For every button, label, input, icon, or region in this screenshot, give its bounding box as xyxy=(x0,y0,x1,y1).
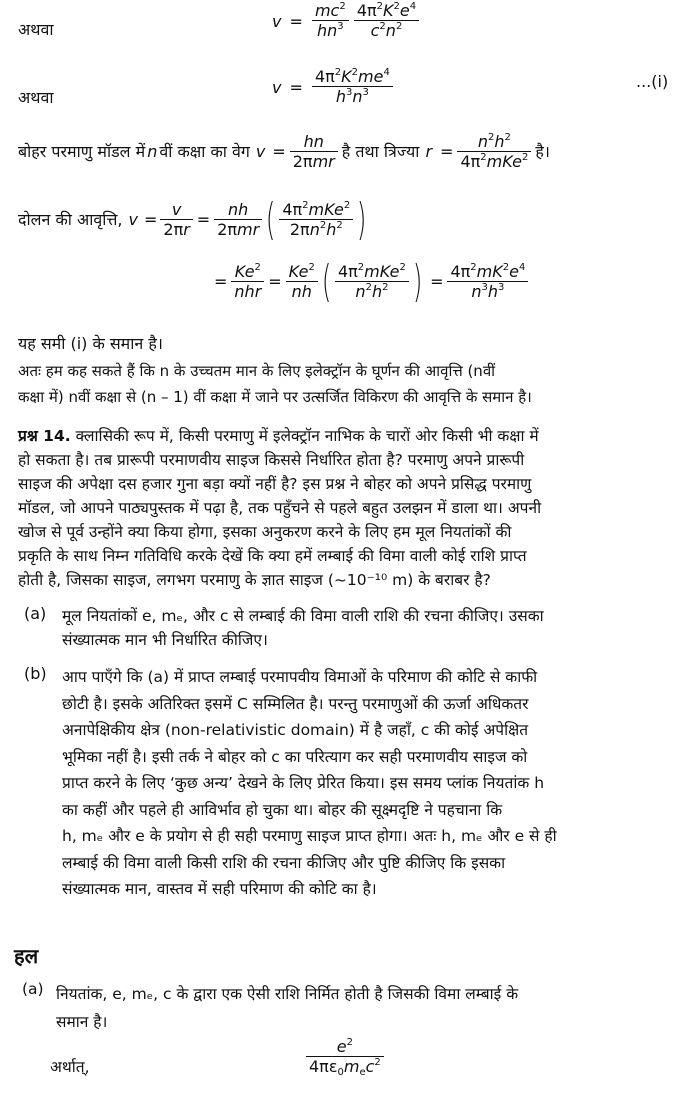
conclusion-line-1: अतः हम कह सकते हैं कि n के उच्चतम मान के लिए इलेक्ट्रॉन के घूर्णन की आवृत्ति (nवीं xyxy=(18,362,496,380)
question-line-6: होती है, जिसका साइज, लगभग परमाणु के ज्ञात साइज (~10⁻¹⁰ m) के बराबर है? xyxy=(18,571,491,589)
solution-part-a-line-1: समान है। xyxy=(56,1013,108,1031)
equation-length: $\frac{e^2}{4\pi\varepsilon_0m_ec^2}$ xyxy=(306,1038,384,1077)
question-part-a xyxy=(62,604,682,652)
bohr-nth-text: वीं कक्षा का वेग xyxy=(159,142,250,162)
bohr-radius-text: है तथा त्रिज्या xyxy=(341,142,420,162)
question-part-b-label: (b) xyxy=(24,664,47,683)
equation-velocity-i: v = $\frac{4\pi^2K^2me^4}{h^3n^3}$ xyxy=(268,68,393,107)
same-as-text: यह समी (i) के समान है। xyxy=(18,334,163,353)
bohr-model-line: बोहर परमाणु मॉडल में n वीं कक्षा का वेग v = $\frac{hn}{\text{2πmr}}$ है तथा त्रिज्या r = $\frac{n^2h^2}{4\pi^2mKe^2}$ है। xyxy=(18,131,550,172)
question-14 xyxy=(18,424,680,592)
question-part-b-line-2: अनापेक्षिकीय क्षेत्र (non-relativistic domain) में है जहाँ, c की कोई अपेक्षित xyxy=(62,721,529,739)
question-line-3: मॉडल, जो आपने पाठ्यपुस्तक में पढ़ा है, तक पहुँचने से पहले बहुत उलझन में डाला था। अपनी xyxy=(18,499,542,517)
question-part-b-line-1: छोटी है। इसके अतिरिक्त इसमें C सम्मिलित है। परन्तु परमाणुओं की ऊर्जा अधिकतर xyxy=(62,694,529,713)
question-line-1: हो सकता है। तब प्रारूपी परमाणवीय साइज किससे निर्धारित होता है? परमाणु अपने प्रारूपी xyxy=(18,451,525,469)
equation-tag-i: ...(i) xyxy=(636,72,669,91)
equation-velocity-1: v = $\frac{mc^2}{hn^3}$ $\frac{4\pi^2K^2e^4}{c^2n^2}$ xyxy=(268,2,419,41)
question-part-b xyxy=(62,664,682,903)
question-part-b-line-5: का कहीं और पहले ही आविर्भाव हो चुका था। बोहर की सूक्ष्मदृष्टि ने पहचाना कि xyxy=(62,800,503,819)
frequency-line-2: = $\frac{Ke^2}{\text{nhr}}$ = $\frac{Ke^2}{nh}$ ( $\frac{4\pi^2mKe^2}{n^2h^2}$ ) = $\frac{4\pi^2mK^2e^4}{n^3h^3}$ xyxy=(210,252,528,312)
question-label: प्रश्न 14. xyxy=(18,427,71,445)
question-line-2: साइज की अपेक्षा दस हजार गुना बड़ा क्यों नहीं है? इस प्रश्न ने बोहर को अपने प्रसिद्ध परमाणु xyxy=(18,475,532,493)
question-part-b-line-3: भूमिका नहीं है। इसी तर्क ने बोहर को c का परित्याग कर सही परमाणवीय साइज को xyxy=(62,747,528,766)
solution-part-a-label: (a) xyxy=(22,980,44,998)
question-line-5: प्रकृति के साथ निम्न गतिविधि करके देखें कि क्या हमें लम्बाई की विमा वाली कोई राशि प्राप्त xyxy=(18,547,527,565)
bohr-hai-text: है। xyxy=(535,142,550,162)
bohr-model-text: बोहर परमाणु मॉडल में xyxy=(18,142,146,162)
frequency-label: दोलन की आवृत्ति, xyxy=(18,210,123,230)
arthat-text: अर्थात्, xyxy=(50,1058,90,1076)
question-part-b-line-4: प्राप्त करने के लिए ‘कुछ अन्य’ देखने के लिए प्रेरित किया। इस समय प्लांक नियतांक h xyxy=(62,774,545,792)
question-line-0: क्लासिकी रूप में, किसी परमाणु में इलेक्ट्रॉन नाभिक के चारों ओर किसी भी कक्षा में xyxy=(75,427,539,445)
solution-heading: हल xyxy=(14,944,39,968)
question-part-a-line-0: मूल नियतांकों e, mₑ, और c से लम्बाई की विमा वाली राशि की रचना कीजिए। उसका xyxy=(62,607,544,625)
question-line-4: खोज से पूर्व उन्होंने क्या किया होगा, इसका अनुकरण करने के लिए हम मूल नियतांकों की xyxy=(18,523,512,541)
question-part-a-line-1: संख्यात्मक मान भी निर्धारित कीजिए। xyxy=(62,631,268,649)
question-part-b-line-8: संख्यात्मक मान, वास्तव में सही परिमाण की कोटि का है। xyxy=(62,880,377,898)
question-part-a-label: (a) xyxy=(24,604,47,623)
solution-part-a-line-0: नियतांक, e, mₑ, c के द्वारा एक ऐसी राशि निर्मित होती है जिसकी विमा लम्बाई के xyxy=(56,985,519,1003)
question-part-b-line-0: आप पाएँगे कि (a) में प्राप्त लम्बाई परमापवीय विमाओं के परिमाण की कोटि से काफी xyxy=(62,668,538,686)
question-part-b-line-7: लम्बाई की विमा वाली किसी राशि की रचना कीजिए और पुष्टि कीजिए कि इसका xyxy=(62,853,506,872)
athva-text-1: अथवा xyxy=(18,20,54,39)
athva-text-2: अथवा xyxy=(18,88,54,107)
conclusion-line-2: कक्षा में) nवीं कक्षा से (n – 1) वीं कक्षा में जाने पर उत्सर्जित विकिरण की आवृत्ति के समान है। xyxy=(18,388,532,406)
question-part-b-line-6: h, mₑ और e के प्रयोग से ही सही परमाणु साइज प्राप्त होगा। अतः h, mₑ और e से ही xyxy=(62,827,557,845)
frequency-line: दोलन की आवृत्ति, v = $\frac{v}{2\pi r}$ = $\frac{nh}{\text{2πmr}}$ ( $\frac{4\pi^2mKe^2}{2\pi n^2h^2}$ ) xyxy=(18,194,367,245)
solution-part-a xyxy=(56,980,676,1036)
